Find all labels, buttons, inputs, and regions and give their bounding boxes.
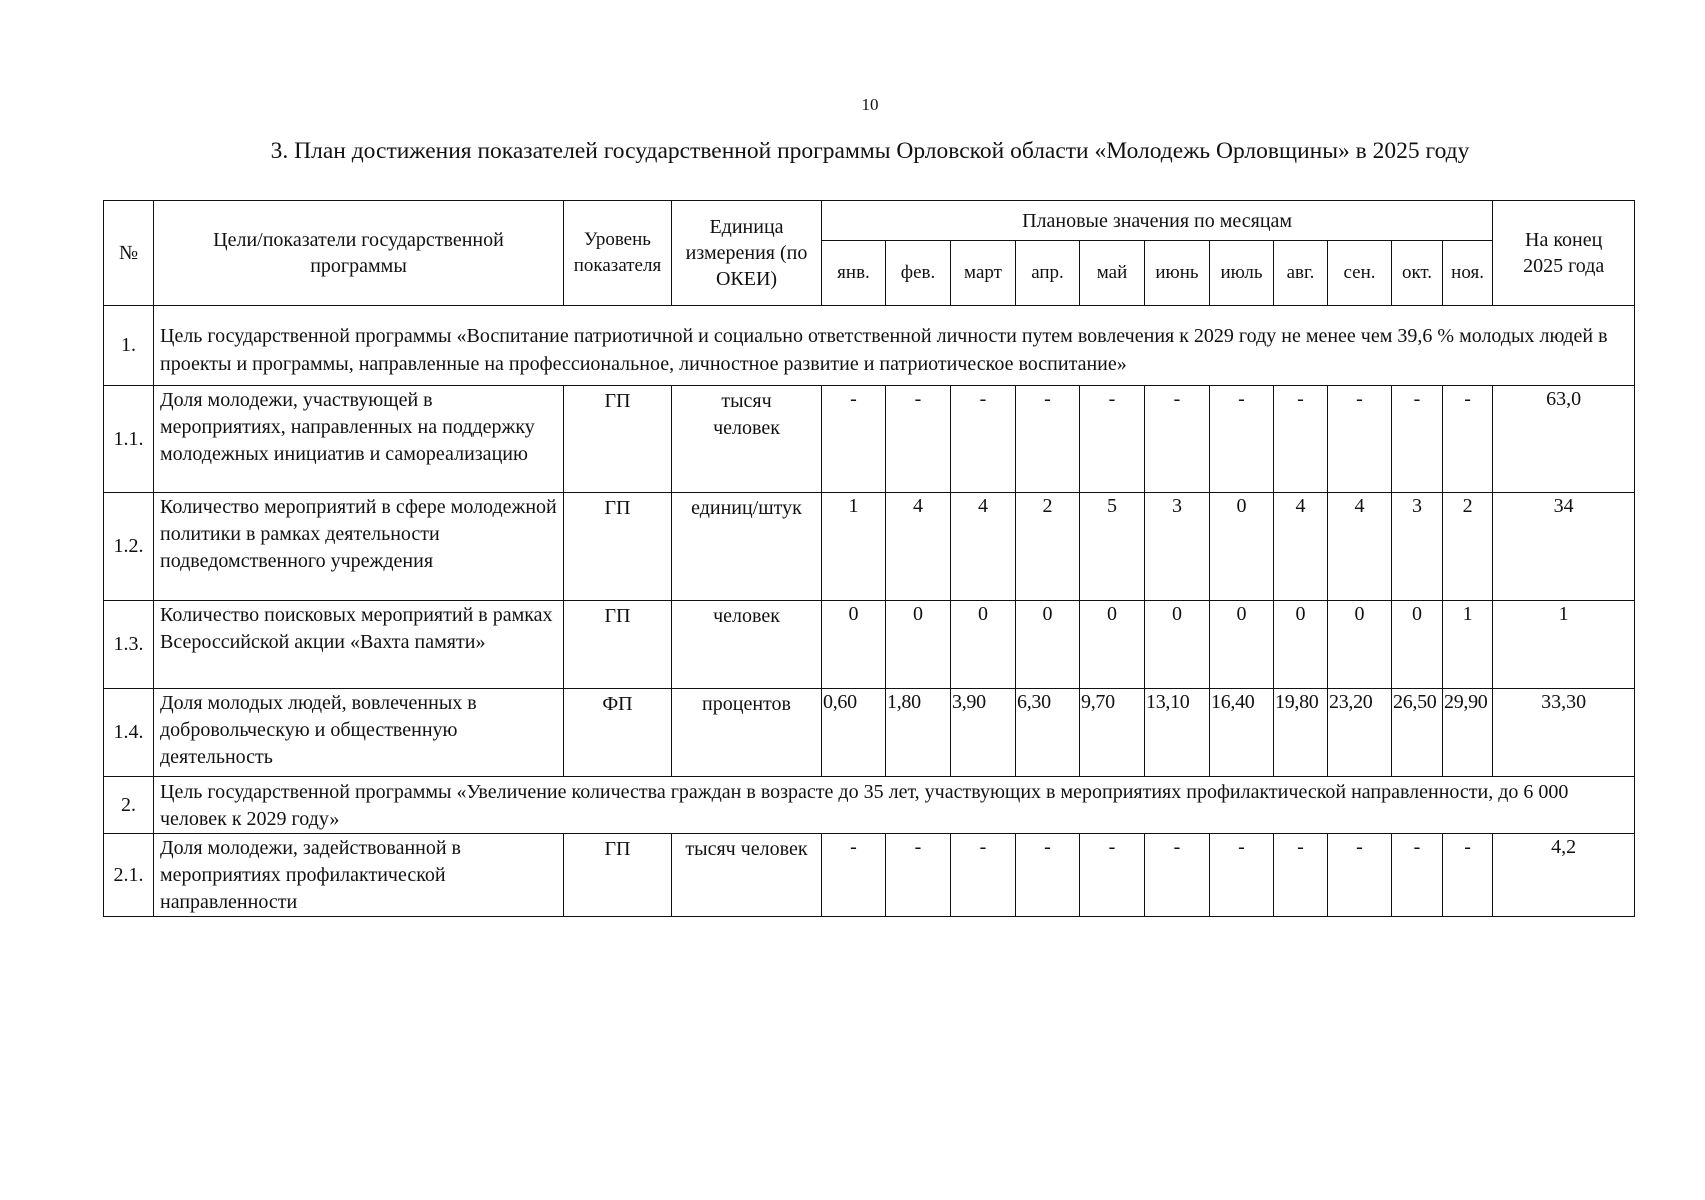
month-value: 1	[1443, 601, 1493, 689]
month-value: 0	[1328, 601, 1392, 689]
indicator-name: Количество поисковых мероприятий в рамках Всероссийской акции «Вахта памяти»	[154, 601, 564, 689]
header-end-of-year: На конец 2025 года	[1493, 201, 1635, 306]
indicator-unit: единиц/штук	[672, 493, 822, 601]
month-value: -	[1392, 386, 1443, 493]
month-header: июль	[1210, 241, 1274, 306]
month-value: -	[1016, 834, 1080, 917]
header-goals: Цели/показатели государственной программы	[154, 201, 564, 306]
month-header: янв.	[822, 241, 886, 306]
month-header: авг.	[1274, 241, 1328, 306]
indicator-level: ГП	[564, 493, 672, 601]
month-value: 29,90	[1443, 689, 1493, 777]
row-number: 2.1.	[104, 834, 154, 917]
end-of-year-value: 4,2	[1493, 834, 1635, 917]
month-header: июнь	[1145, 241, 1210, 306]
table-row	[104, 834, 1635, 917]
month-value: 2	[1443, 493, 1493, 601]
end-of-year-value: 1	[1493, 601, 1635, 689]
page-title: 3. План достижения показателей государственной программы Орловской области «Молодежь Орловщины» в 2025 году	[270, 138, 1470, 164]
row-number: 1.3.	[104, 601, 154, 689]
row-number: 1.1.	[104, 386, 154, 493]
indicator-unit: тысяч человек	[672, 386, 822, 493]
indicator-unit: процентов	[672, 689, 822, 777]
month-value: -	[1328, 834, 1392, 917]
month-value: -	[951, 386, 1016, 493]
indicator-level: ГП	[564, 386, 672, 493]
month-value: 2	[1016, 493, 1080, 601]
goal-text: Цель государственной программы «Воспитание патриотичной и социально ответственной личности путем вовлечения к 2029 году не менее чем 39,6 % молодых людей в проекты и программы, направленные на профессиональное, личностное развитие и патриотическое воспитание»	[154, 306, 1635, 386]
indicator-name: Доля молодежи, участвующей в мероприятиях, направленных на поддержку молодежных инициатив и самореализацию	[154, 386, 564, 493]
table-header-row	[104, 201, 1635, 241]
month-value: -	[1080, 834, 1145, 917]
row-number: 2.	[104, 777, 154, 834]
month-value: 26,50	[1392, 689, 1443, 777]
month-value: -	[1443, 386, 1493, 493]
table-row	[104, 689, 1635, 777]
month-value: -	[886, 834, 951, 917]
month-value: 0	[886, 601, 951, 689]
goal-row	[104, 306, 1635, 386]
plan-table	[103, 200, 1635, 917]
month-value: 16,40	[1210, 689, 1274, 777]
row-number: 1.	[104, 306, 154, 386]
month-header: окт.	[1392, 241, 1443, 306]
month-header: апр.	[1016, 241, 1080, 306]
month-value: -	[951, 834, 1016, 917]
month-value: 0,60	[822, 689, 886, 777]
table-row	[104, 386, 1635, 493]
month-header: май	[1080, 241, 1145, 306]
month-value: -	[1210, 834, 1274, 917]
month-value: -	[822, 386, 886, 493]
month-value: 0	[1210, 493, 1274, 601]
month-value: 3	[1145, 493, 1210, 601]
indicator-name: Доля молодежи, задействованной в мероприятиях профилактической направленности	[154, 834, 564, 917]
month-value: 3,90	[951, 689, 1016, 777]
table-row	[104, 601, 1635, 689]
goal-row	[104, 777, 1635, 834]
month-value: -	[1443, 834, 1493, 917]
month-value: 6,30	[1016, 689, 1080, 777]
month-value: 4	[1328, 493, 1392, 601]
row-number: 1.4.	[104, 689, 154, 777]
month-value: 13,10	[1145, 689, 1210, 777]
month-value: -	[1210, 386, 1274, 493]
month-value: 0	[1016, 601, 1080, 689]
indicator-unit: человек	[672, 601, 822, 689]
month-value: -	[1274, 386, 1328, 493]
month-value: -	[822, 834, 886, 917]
month-value: 1,80	[886, 689, 951, 777]
header-unit: Единица измерения (по ОКЕИ)	[672, 201, 822, 306]
month-value: 0	[951, 601, 1016, 689]
header-num: №	[104, 201, 154, 306]
month-value: 0	[1392, 601, 1443, 689]
table-row	[104, 493, 1635, 601]
indicator-level: ФП	[564, 689, 672, 777]
month-value: -	[1328, 386, 1392, 493]
end-of-year-value: 33,30	[1493, 689, 1635, 777]
month-header: фев.	[886, 241, 951, 306]
month-value: 4	[951, 493, 1016, 601]
end-of-year-value: 63,0	[1493, 386, 1635, 493]
month-header: март	[951, 241, 1016, 306]
indicator-unit: тысяч человек	[672, 834, 822, 917]
month-value: 0	[1080, 601, 1145, 689]
indicator-name: Доля молодых людей, вовлеченных в добровольческую и общественную деятельность	[154, 689, 564, 777]
month-value: 23,20	[1328, 689, 1392, 777]
month-value: -	[886, 386, 951, 493]
month-value: 19,80	[1274, 689, 1328, 777]
indicator-level: ГП	[564, 601, 672, 689]
month-value: -	[1080, 386, 1145, 493]
indicator-name: Количество мероприятий в сфере молодежной политики в рамках деятельности подведомственного учреждения	[154, 493, 564, 601]
month-value: -	[1016, 386, 1080, 493]
month-value: 0	[1145, 601, 1210, 689]
month-value: 5	[1080, 493, 1145, 601]
header-months-group: Плановые значения по месяцам	[822, 201, 1493, 241]
page-number: 10	[861, 95, 879, 114]
month-value: 1	[822, 493, 886, 601]
month-value: 4	[886, 493, 951, 601]
month-value: 4	[1274, 493, 1328, 601]
month-value: -	[1145, 386, 1210, 493]
goal-text: Цель государственной программы «Увеличение количества граждан в возрасте до 35 лет, участвующих в мероприятиях профилактической направленности, до 6 000 человек к 2029 году»	[154, 777, 1635, 834]
header-level: Уровень показателя	[564, 201, 672, 306]
row-number: 1.2.	[104, 493, 154, 601]
month-value: -	[1392, 834, 1443, 917]
month-header: ноя.	[1443, 241, 1493, 306]
month-value: 9,70	[1080, 689, 1145, 777]
month-value: -	[1274, 834, 1328, 917]
month-value: 0	[1210, 601, 1274, 689]
month-header: сен.	[1328, 241, 1392, 306]
end-of-year-value: 34	[1493, 493, 1635, 601]
month-value: -	[1145, 834, 1210, 917]
indicator-level: ГП	[564, 834, 672, 917]
month-value: 3	[1392, 493, 1443, 601]
month-value: 0	[1274, 601, 1328, 689]
month-value: 0	[822, 601, 886, 689]
